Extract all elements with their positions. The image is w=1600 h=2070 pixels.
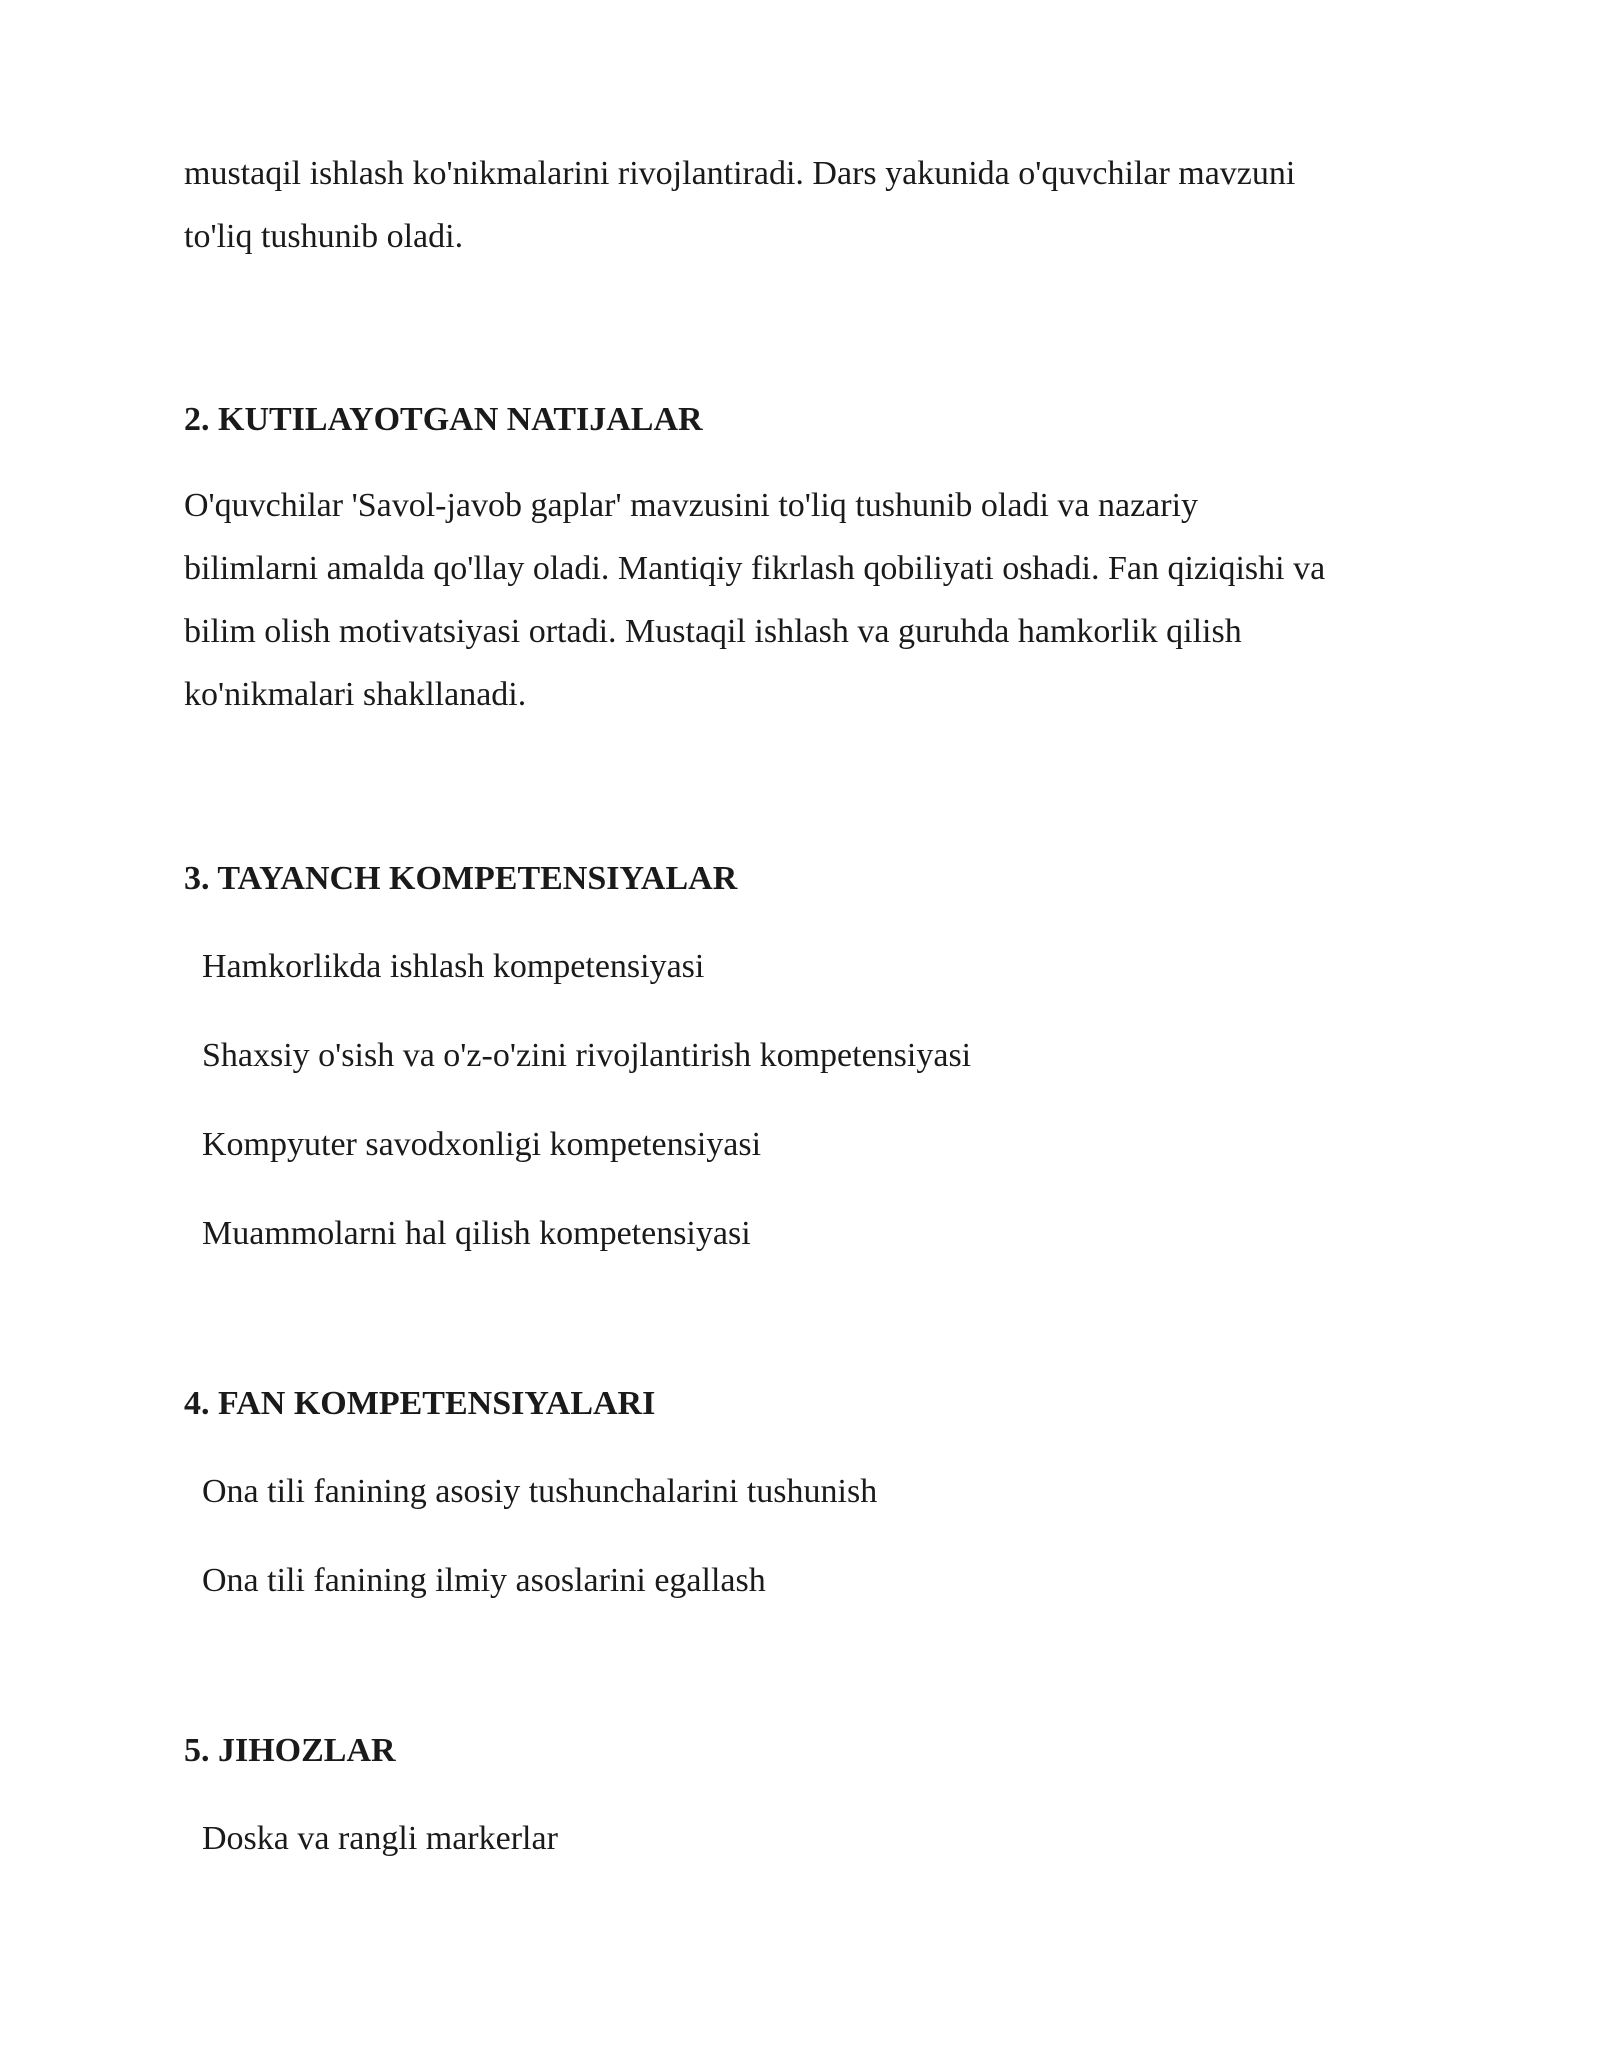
expected-results-line-4: ko'nikmalari shakllanadi. [184, 676, 527, 713]
subject-competencies-list [184, 1472, 1434, 1601]
expected-results-paragraph [184, 474, 1434, 726]
intro-line-1: mustaqil ishlash ko'nikmalarini rivojlantiradi. Dars yakunida o'quvchilar mavzuni [184, 155, 1296, 192]
section-heading-equipment: 5. JIHOZLAR [184, 1732, 396, 1769]
expected-results-line-2: bilimlarni amalda qo'llay oladi. Mantiqiy fikrlash qobiliyati oshadi. Fan qiziqishi va [184, 550, 1326, 587]
list-item: Ona tili fanining asosiy tushunchalarini tushunish [202, 1473, 878, 1510]
section-heading-subject-competencies: 4. FAN KOMPETENSIYALARI [184, 1385, 656, 1422]
section-heading-expected-results: 2. KUTILAYOTGAN NATIJALAR [184, 401, 703, 438]
intro-line-2: to'liq tushunib oladi. [184, 218, 464, 255]
intro-paragraph [184, 142, 1434, 268]
list-item: Ona tili fanining ilmiy asoslarini egallash [202, 1562, 766, 1599]
list-item: Shaxsiy o'sish va o'z-o'zini rivojlantirish kompetensiyasi [202, 1037, 972, 1074]
expected-results-line-3: bilim olish motivatsiyasi ortadi. Mustaqil ishlash va guruhda hamkorlik qilish [184, 613, 1242, 650]
core-competencies-list [184, 947, 1434, 1254]
list-item: Kompyuter savodxonligi kompetensiyasi [202, 1126, 762, 1163]
document-page [184, 142, 1434, 1859]
list-item: Muammolarni hal qilish kompetensiyasi [202, 1215, 751, 1252]
section-heading-core-competencies: 3. TAYANCH KOMPETENSIYALAR [184, 860, 738, 897]
list-item: Hamkorlikda ishlash kompetensiyasi [202, 948, 705, 985]
expected-results-line-1: O'quvchilar 'Savol-javob gaplar' mavzusini to'liq tushunib oladi va nazariy [184, 487, 1199, 524]
list-item: Doska va rangli markerlar [202, 1820, 558, 1857]
equipment-list [184, 1819, 1434, 1859]
